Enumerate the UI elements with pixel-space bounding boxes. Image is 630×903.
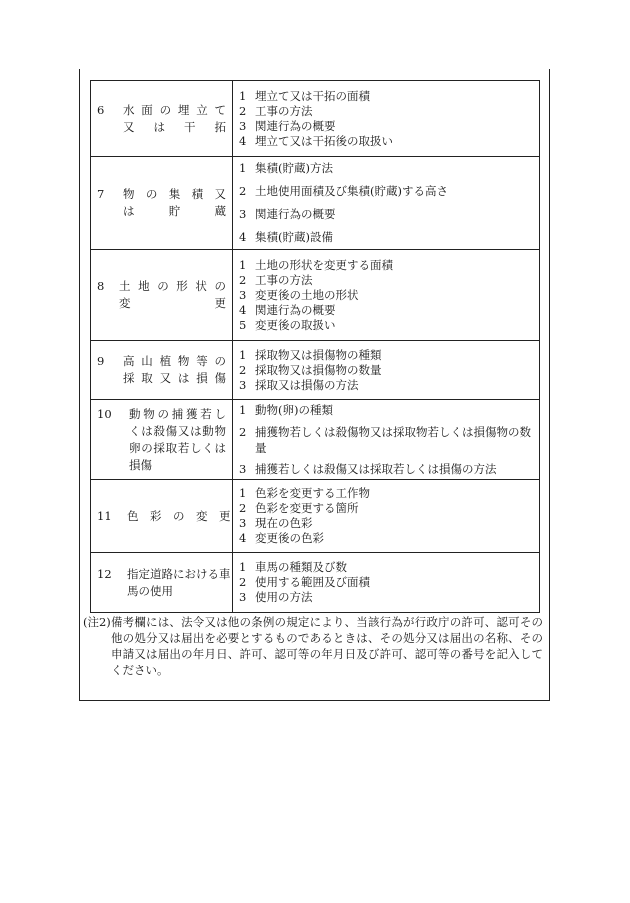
item-number: 3 [239, 377, 247, 392]
item-number: 1 [239, 88, 247, 103]
table-row [91, 250, 540, 341]
table-row [91, 480, 540, 553]
item-number: 2 [239, 184, 247, 198]
item-text: 埋立て又は干拓後の取扱い [255, 133, 393, 148]
list-item [239, 560, 533, 575]
item-number: 3 [239, 118, 247, 133]
activity-number: 12 [97, 566, 112, 581]
item-text: 動物(卵)の種類 [255, 402, 333, 417]
item-text: 集積(貯蔵)設備 [255, 230, 333, 244]
item-number: 2 [239, 103, 247, 118]
required-items-cell [233, 81, 540, 157]
activity-name-line: 物 の 集 積 又 [123, 187, 226, 201]
item-text: 土地使用面積及び集積(貯蔵)する高さ [255, 184, 448, 198]
item-text: 関連行為の概要 [255, 118, 336, 133]
activity-name [127, 508, 231, 525]
activity-name-line: 損傷 [129, 457, 152, 472]
note-section [83, 614, 543, 678]
table-row [91, 341, 540, 400]
activity-name-line: 色 彩 の 変 更 [127, 508, 231, 523]
item-text: 集積(貯蔵)方法 [255, 161, 333, 175]
item-text: 土地の形状を変更する面積 [255, 257, 393, 272]
item-text: 工事の方法 [255, 272, 313, 287]
item-text: 採取物又は損傷物の種類 [255, 347, 382, 362]
item-number: 3 [239, 590, 247, 604]
item-number: 1 [239, 161, 247, 175]
item-text: 変更後の土地の形状 [255, 287, 359, 302]
list-item [239, 403, 533, 418]
item-number: 5 [239, 317, 247, 332]
table-row [91, 553, 540, 613]
list-item [239, 531, 533, 546]
list-item [239, 119, 533, 134]
activity-name-line: 土 地 の 形 状 の [119, 279, 226, 293]
activity-name-line: 指定道路における車 [127, 566, 231, 581]
activity-name [119, 278, 226, 312]
item-text: 使用の方法 [255, 590, 313, 604]
activity-number: 8 [97, 279, 105, 293]
list-item [239, 424, 533, 456]
activity-label-cell [91, 480, 233, 553]
item-number: 1 [239, 257, 247, 272]
activity-name [129, 406, 226, 474]
item-number: 3 [239, 461, 247, 476]
activity-name [123, 353, 226, 387]
item-number: 2 [239, 424, 247, 439]
list-item [239, 590, 533, 605]
list-item [239, 258, 533, 273]
item-text: 現在の色彩 [255, 516, 313, 530]
item-text: 関連行為の概要 [255, 207, 336, 221]
item-text: 関連行為の概要 [255, 302, 336, 317]
item-text: 車馬の種類及び数 [255, 560, 347, 574]
required-items-cell [233, 250, 540, 341]
item-number: 3 [239, 516, 247, 530]
item-number: 2 [239, 501, 247, 515]
item-text: 捕獲若しくは殺傷又は採取若しくは損傷の方法 [255, 461, 497, 476]
item-number: 4 [239, 230, 247, 244]
item-text: 採取又は損傷の方法 [255, 377, 359, 392]
list-item [239, 157, 533, 180]
activity-name-line: 又 は 干 拓 [123, 119, 226, 134]
item-number: 1 [239, 347, 247, 362]
activity-label-cell [91, 157, 233, 250]
item-number: 2 [239, 272, 247, 287]
activity-name-line: 変 更 [119, 296, 226, 310]
item-text: 色彩を変更する工作物 [255, 486, 370, 500]
activity-number: 7 [97, 187, 105, 201]
required-items-cell [233, 480, 540, 553]
table-row [91, 400, 540, 480]
activity-number: 10 [97, 406, 112, 421]
item-number: 2 [239, 575, 247, 589]
item-number: 3 [239, 287, 247, 302]
activity-name-line: 高 山 植 物 等 の [123, 354, 226, 368]
activity-label-cell [91, 250, 233, 341]
activity-label-cell [91, 400, 233, 480]
list-item [239, 516, 533, 531]
list-item [239, 462, 533, 477]
activity-label-cell [91, 81, 233, 157]
list-item [239, 575, 533, 590]
item-number: 4 [239, 531, 247, 545]
activity-number: 6 [97, 102, 105, 117]
list-item [239, 348, 533, 363]
list-item [239, 288, 533, 303]
item-text: 工事の方法 [255, 103, 313, 118]
note-text: 備考欄には、法令又は他の条例の規定により、当該行為が行政庁の許可、認可その他の処分又は届出を必要とするものであるときは、その処分又は届出の名称、その申請又は届出の年月日、許可、認可等の年月日及び許可、認可等の番号を記入してください。 [111, 615, 543, 677]
item-number: 1 [239, 486, 247, 500]
list-item [239, 134, 533, 149]
table-row [91, 157, 540, 250]
activity-name-line: くは殺傷又は動物 [129, 423, 226, 438]
activity-name-line: 水 面 の 埋 立 て [123, 102, 226, 117]
item-text: 採取物又は損傷物の数量 [255, 362, 382, 377]
activity-label-cell [91, 553, 233, 613]
required-items-cell [233, 341, 540, 400]
required-items-cell [233, 400, 540, 480]
list-item [239, 180, 533, 203]
table-row [91, 81, 540, 157]
list-item [239, 203, 533, 226]
activity-name-line: は 貯 蔵 [123, 204, 226, 218]
item-text: 変更後の色彩 [255, 531, 324, 545]
item-number: 2 [239, 362, 247, 377]
list-item [239, 486, 533, 501]
activity-name [127, 566, 231, 600]
activity-number: 11 [97, 508, 112, 523]
note-label: (注2) [83, 615, 111, 629]
item-text: 使用する範囲及び面積 [255, 575, 370, 589]
list-item [239, 273, 533, 288]
item-number: 1 [239, 402, 247, 417]
activity-name-line: 馬の使用 [127, 583, 173, 598]
list-item [239, 89, 533, 104]
list-item [239, 226, 533, 249]
item-text: 変更後の取扱い [255, 317, 336, 332]
list-item [239, 303, 533, 318]
item-text: 色彩を変更する箇所 [255, 501, 359, 515]
item-text: 捕獲物若しくは殺傷物又は採取物若しくは損傷物の数量 [255, 424, 531, 455]
list-item [239, 318, 533, 333]
required-items-cell [233, 553, 540, 613]
list-item [239, 501, 533, 516]
item-number: 4 [239, 133, 247, 148]
list-item [239, 378, 533, 393]
activity-table [90, 80, 540, 613]
activity-name [123, 102, 226, 136]
item-number: 4 [239, 302, 247, 317]
list-item [239, 363, 533, 378]
activity-label-cell [91, 341, 233, 400]
activity-name-line: 卵の採取若しくは [129, 440, 226, 455]
activity-name-line: 採 取 又 は 損 傷 [123, 371, 226, 385]
list-item [239, 104, 533, 119]
item-text: 埋立て又は干拓の面積 [255, 88, 370, 103]
activity-number: 9 [97, 354, 105, 368]
activity-name [123, 186, 226, 220]
item-number: 1 [239, 560, 247, 574]
activity-name-line: 動物の捕獲若し [129, 406, 226, 421]
required-items-cell [233, 157, 540, 250]
item-number: 3 [239, 207, 247, 221]
